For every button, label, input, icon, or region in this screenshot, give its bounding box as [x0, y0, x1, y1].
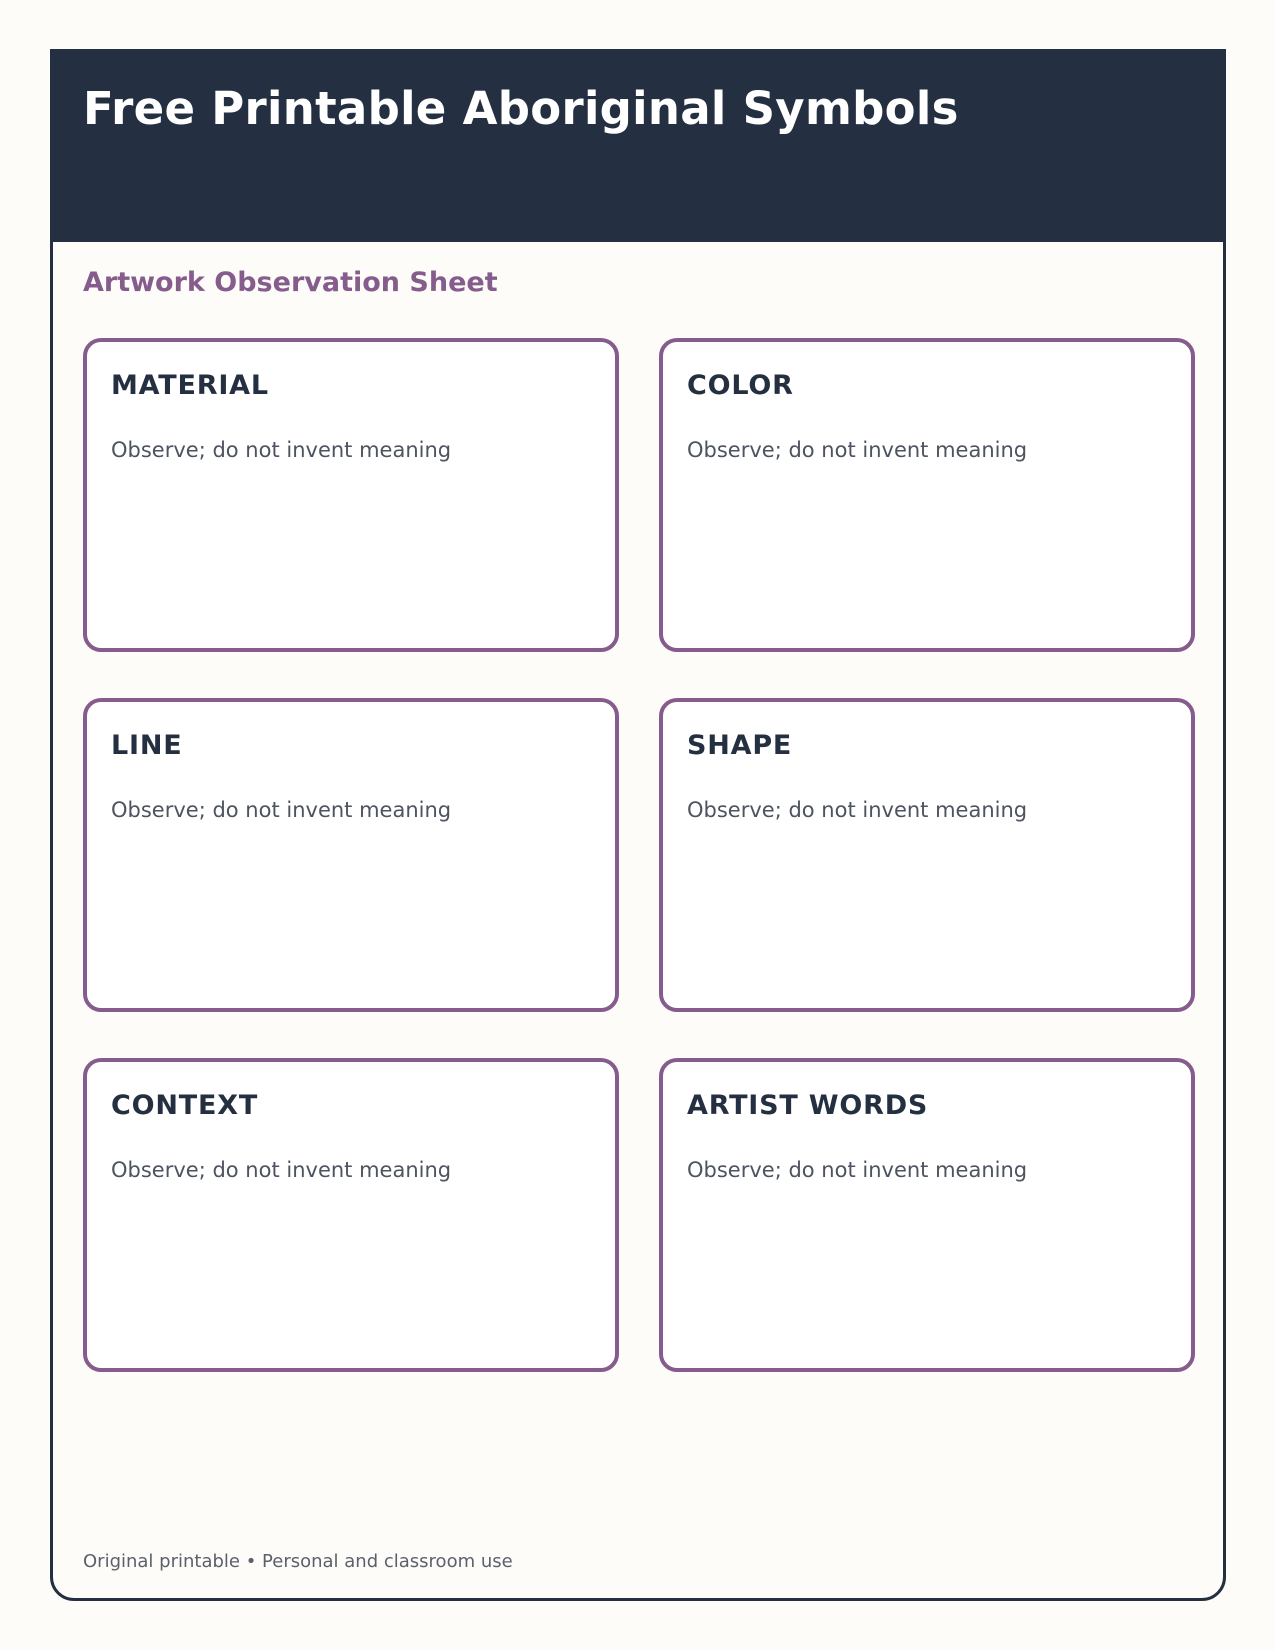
card-title: COLOR	[687, 370, 794, 401]
card-prompt: Observe; do not invent meaning	[111, 1158, 452, 1182]
card-material	[83, 338, 619, 652]
header-banner	[53, 52, 1223, 242]
card-prompt: Observe; do not invent meaning	[687, 438, 1028, 462]
card-prompt: Observe; do not invent meaning	[687, 1158, 1028, 1182]
card-title: LINE	[111, 730, 183, 761]
sheet-subtitle: Artwork Observation Sheet	[83, 267, 498, 298]
card-shape	[659, 698, 1195, 1012]
card-title: MATERIAL	[111, 370, 269, 401]
page-title: Free Printable Aboriginal Symbols	[83, 82, 959, 135]
card-title: CONTEXT	[111, 1090, 259, 1121]
card-title: ARTIST WORDS	[687, 1090, 929, 1121]
footer-note: Original printable • Personal and classroom use	[83, 1551, 513, 1572]
card-prompt: Observe; do not invent meaning	[111, 798, 452, 822]
card-context	[83, 1058, 619, 1372]
observation-grid	[83, 338, 1195, 1372]
card-color	[659, 338, 1195, 652]
worksheet-page	[50, 49, 1226, 1601]
card-line	[83, 698, 619, 1012]
card-artist-words	[659, 1058, 1195, 1372]
card-prompt: Observe; do not invent meaning	[111, 438, 452, 462]
card-title: SHAPE	[687, 730, 793, 761]
card-prompt: Observe; do not invent meaning	[687, 798, 1028, 822]
